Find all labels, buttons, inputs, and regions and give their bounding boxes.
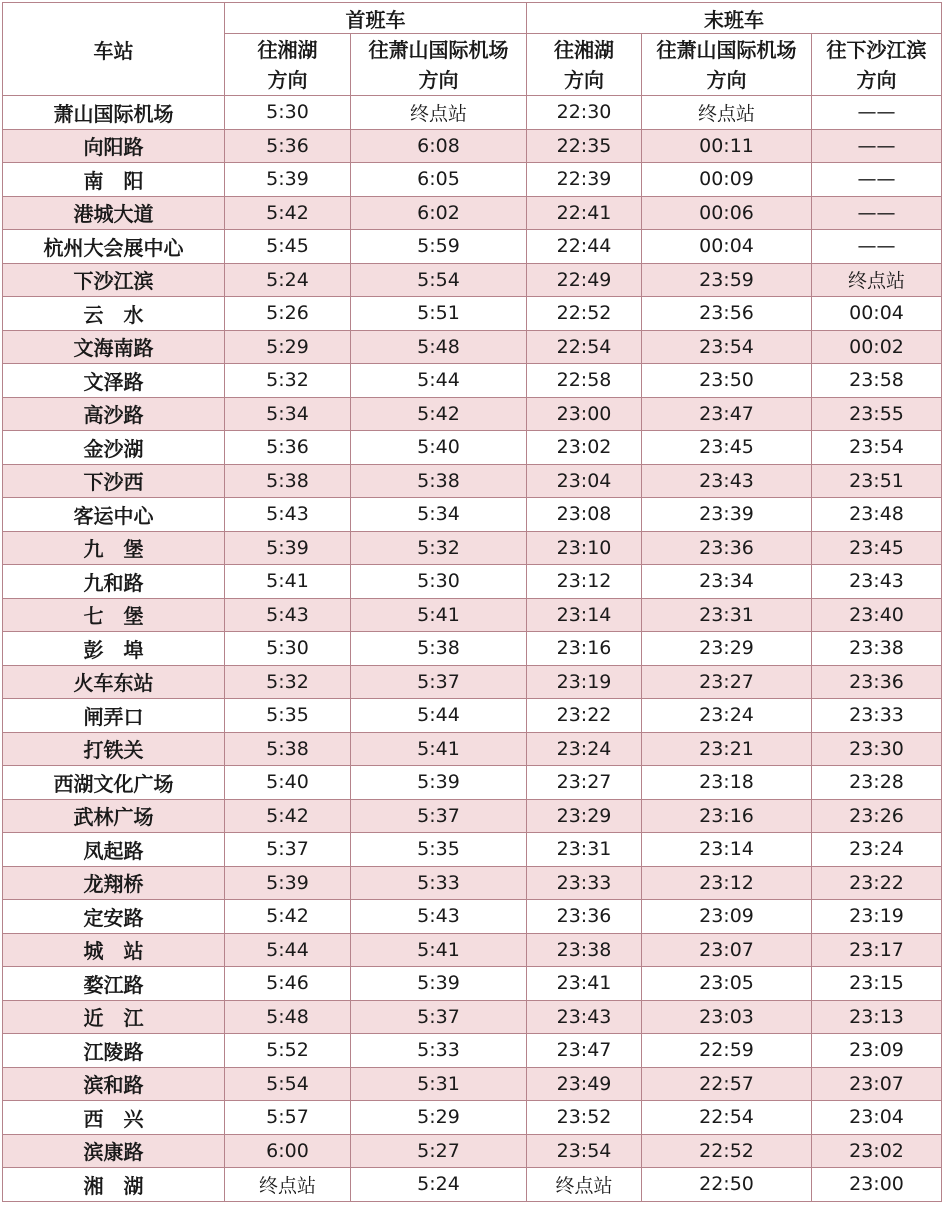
last-train-xianghu-time: 23:04 [527, 464, 642, 498]
first-train-xianghu-time: 5:52 [225, 1034, 351, 1068]
first-train-airport-time: 5:40 [351, 431, 527, 465]
last-train-airport-direction [642, 34, 812, 96]
last-train-xianghu-time: 23:41 [527, 967, 642, 1001]
table-row [3, 163, 942, 197]
station-name: 金沙湖 [3, 431, 225, 465]
last-train-xianghu-time: 23:38 [527, 933, 642, 967]
table-row [3, 900, 942, 934]
last-train-xiasha-time: 23:19 [812, 900, 942, 934]
table-row [3, 1034, 942, 1068]
first-train-airport-time: 5:39 [351, 766, 527, 800]
last-train-xianghu-time: 23:47 [527, 1034, 642, 1068]
first-train-airport-time: 5:44 [351, 699, 527, 733]
first-train-xianghu-time: 5:30 [225, 632, 351, 666]
first-train-xianghu-time: 5:36 [225, 129, 351, 163]
last-train-xiasha-time: 00:04 [812, 297, 942, 331]
last-train-airport-time: 23:43 [642, 464, 812, 498]
table-row [3, 766, 942, 800]
first-train-xianghu-time: 5:34 [225, 397, 351, 431]
first-train-xianghu-time: 5:39 [225, 531, 351, 565]
station-name: 下沙江滨 [3, 263, 225, 297]
station-name: 文海南路 [3, 330, 225, 364]
first-train-airport-time: 5:38 [351, 464, 527, 498]
first-train-xianghu-time: 5:45 [225, 230, 351, 264]
first-train-airport-time: 5:59 [351, 230, 527, 264]
first-train-airport-time: 5:32 [351, 531, 527, 565]
station-name: 凤起路 [3, 833, 225, 867]
first-train-xianghu-time: 5:32 [225, 665, 351, 699]
last-train-airport-time: 23:36 [642, 531, 812, 565]
last-train-xiasha-time: 23:17 [812, 933, 942, 967]
last-train-airport-time: 23:54 [642, 330, 812, 364]
last-train-xiasha-time: 00:02 [812, 330, 942, 364]
station-name: 城 站 [3, 933, 225, 967]
last-train-airport-time: 23:16 [642, 799, 812, 833]
last-train-airport-time: 22:57 [642, 1067, 812, 1101]
last-train-xianghu-time: 23:10 [527, 531, 642, 565]
last-train-xiasha-time: 23:38 [812, 632, 942, 666]
first-train-xianghu-time: 5:30 [225, 96, 351, 130]
last-train-airport-time: 23:21 [642, 732, 812, 766]
station-name: 婺江路 [3, 967, 225, 1001]
last-train-airport-time: 22:59 [642, 1034, 812, 1068]
table-row [3, 330, 942, 364]
last-train-xianghu-time: 23:54 [527, 1134, 642, 1168]
station-name: 江陵路 [3, 1034, 225, 1068]
last-train-airport-time: 23:05 [642, 967, 812, 1001]
last-train-airport-time: 23:56 [642, 297, 812, 331]
last-train-xianghu-time: 22:49 [527, 263, 642, 297]
first-train-airport-time: 5:44 [351, 364, 527, 398]
last-train-airport-time: 23:09 [642, 900, 812, 934]
first-train-airport-time: 5:38 [351, 632, 527, 666]
table-row [3, 498, 942, 532]
station-name: 七 堡 [3, 598, 225, 632]
station-name: 九和路 [3, 565, 225, 599]
last-train-xiasha-time: 23:09 [812, 1034, 942, 1068]
last-train-xianghu-time: 23:16 [527, 632, 642, 666]
table-row [3, 967, 942, 1001]
table-row [3, 933, 942, 967]
station-name: 西 兴 [3, 1101, 225, 1135]
last-train-xiasha-time: 23:58 [812, 364, 942, 398]
table-row [3, 1067, 942, 1101]
first-train-xianghu-time: 5:29 [225, 330, 351, 364]
timetable-header [3, 3, 942, 96]
table-row [3, 866, 942, 900]
first-train-xianghu-time: 终点站 [225, 1168, 351, 1202]
table-row [3, 632, 942, 666]
last-train-airport-time: 23:45 [642, 431, 812, 465]
first-train-airport-time: 5:42 [351, 397, 527, 431]
table-row [3, 263, 942, 297]
last-train-airport-time: 23:03 [642, 1000, 812, 1034]
last-train-xianghu-time: 23:43 [527, 1000, 642, 1034]
station-name: 滨和路 [3, 1067, 225, 1101]
last-train-xianghu-time: 终点站 [527, 1168, 642, 1202]
last-train-xianghu-time: 23:14 [527, 598, 642, 632]
last-train-xianghu-time: 22:54 [527, 330, 642, 364]
last-train-xiasha-time: 23:40 [812, 598, 942, 632]
first-train-airport-time: 5:51 [351, 297, 527, 331]
direction-label: 往萧山国际机场 [656, 37, 797, 62]
station-name: 打铁关 [3, 732, 225, 766]
last-train-xiasha-time: 23:22 [812, 866, 942, 900]
first-train-xianghu-time: 5:46 [225, 967, 351, 1001]
first-train-airport-time: 6:08 [351, 129, 527, 163]
last-train-xiasha-time: —— [812, 230, 942, 264]
last-train-xiasha-time: 23:54 [812, 431, 942, 465]
last-train-xiasha-time: 23:30 [812, 732, 942, 766]
first-train-xianghu-time: 5:32 [225, 364, 351, 398]
last-train-airport-time: 23:39 [642, 498, 812, 532]
last-train-xianghu-time: 23:22 [527, 699, 642, 733]
first-train-airport-direction [351, 34, 527, 96]
station-name: 湘 湖 [3, 1168, 225, 1202]
first-train-xianghu-time: 5:43 [225, 498, 351, 532]
table-row [3, 699, 942, 733]
last-train-xianghu-time: 23:52 [527, 1101, 642, 1135]
header-row-groups [3, 3, 942, 34]
last-train-airport-time: 23:34 [642, 565, 812, 599]
first-train-xianghu-time: 5:39 [225, 163, 351, 197]
first-train-header: 首班车 [225, 3, 527, 34]
station-name: 高沙路 [3, 397, 225, 431]
first-train-airport-time: 5:35 [351, 833, 527, 867]
first-train-airport-time: 6:02 [351, 196, 527, 230]
station-name: 九 堡 [3, 531, 225, 565]
last-train-xiasha-time: —— [812, 129, 942, 163]
table-row [3, 397, 942, 431]
last-train-header: 末班车 [527, 3, 942, 34]
last-train-airport-time: 23:12 [642, 866, 812, 900]
station-name: 客运中心 [3, 498, 225, 532]
first-train-airport-time: 5:37 [351, 665, 527, 699]
station-name: 定安路 [3, 900, 225, 934]
last-train-xiasha-time: 23:02 [812, 1134, 942, 1168]
last-train-xianghu-direction [527, 34, 642, 96]
last-train-xianghu-time: 23:02 [527, 431, 642, 465]
first-train-airport-time: 5:48 [351, 330, 527, 364]
station-name: 彭 埠 [3, 632, 225, 666]
first-train-airport-time: 5:37 [351, 1000, 527, 1034]
table-row [3, 230, 942, 264]
last-train-airport-time: 00:11 [642, 129, 812, 163]
last-train-xiasha-time: —— [812, 196, 942, 230]
last-train-airport-time: 00:04 [642, 230, 812, 264]
first-train-xianghu-time: 5:41 [225, 565, 351, 599]
station-name: 火车东站 [3, 665, 225, 699]
first-train-xianghu-time: 5:42 [225, 196, 351, 230]
table-row [3, 565, 942, 599]
table-row [3, 1101, 942, 1135]
table-row [3, 799, 942, 833]
table-row [3, 665, 942, 699]
last-train-xianghu-time: 23:08 [527, 498, 642, 532]
last-train-xianghu-time: 23:00 [527, 397, 642, 431]
last-train-xianghu-time: 22:58 [527, 364, 642, 398]
first-train-xianghu-time: 5:38 [225, 464, 351, 498]
first-train-xianghu-time: 5:42 [225, 799, 351, 833]
last-train-airport-time: 23:59 [642, 263, 812, 297]
last-train-airport-time: 23:31 [642, 598, 812, 632]
table-row [3, 1134, 942, 1168]
direction-label: 往萧山国际机场 [368, 37, 509, 62]
last-train-xianghu-time: 22:41 [527, 196, 642, 230]
metro-timetable [2, 2, 942, 1202]
last-train-xianghu-time: 22:39 [527, 163, 642, 197]
station-name: 西湖文化广场 [3, 766, 225, 800]
last-train-xiasha-time: —— [812, 96, 942, 130]
station-name: 向阳路 [3, 129, 225, 163]
timetable-body [3, 96, 942, 1202]
last-train-airport-time: 23:18 [642, 766, 812, 800]
last-train-xianghu-time: 23:31 [527, 833, 642, 867]
last-train-airport-time: 23:07 [642, 933, 812, 967]
last-train-xianghu-time: 23:24 [527, 732, 642, 766]
last-train-xianghu-time: 23:36 [527, 900, 642, 934]
last-train-xiasha-time: 23:33 [812, 699, 942, 733]
last-train-airport-time: 00:06 [642, 196, 812, 230]
last-train-xiasha-direction [812, 34, 942, 96]
table-row [3, 598, 942, 632]
last-train-airport-time: 23:50 [642, 364, 812, 398]
first-train-xianghu-time: 5:35 [225, 699, 351, 733]
station-name: 武林广场 [3, 799, 225, 833]
first-train-airport-time: 5:41 [351, 598, 527, 632]
last-train-xianghu-time: 22:35 [527, 129, 642, 163]
last-train-xianghu-time: 22:30 [527, 96, 642, 130]
first-train-airport-time: 终点站 [351, 96, 527, 130]
last-train-xiasha-time: 23:28 [812, 766, 942, 800]
first-train-xianghu-direction [225, 34, 351, 96]
direction-suffix: 方向 [564, 67, 604, 92]
direction-suffix: 方向 [856, 67, 897, 92]
station-name: 下沙西 [3, 464, 225, 498]
last-train-xiasha-time: 23:07 [812, 1067, 942, 1101]
first-train-airport-time: 5:30 [351, 565, 527, 599]
table-row [3, 196, 942, 230]
last-train-xiasha-time: 23:48 [812, 498, 942, 532]
first-train-xianghu-time: 5:54 [225, 1067, 351, 1101]
last-train-airport-time: 22:54 [642, 1101, 812, 1135]
last-train-xianghu-time: 23:49 [527, 1067, 642, 1101]
station-name: 南 阳 [3, 163, 225, 197]
first-train-xianghu-time: 5:24 [225, 263, 351, 297]
first-train-xianghu-time: 5:44 [225, 933, 351, 967]
last-train-airport-time: 终点站 [642, 96, 812, 130]
last-train-xianghu-time: 23:33 [527, 866, 642, 900]
first-train-airport-time: 5:41 [351, 933, 527, 967]
first-train-airport-time: 5:33 [351, 1034, 527, 1068]
last-train-xiasha-time: 23:26 [812, 799, 942, 833]
last-train-airport-time: 22:52 [642, 1134, 812, 1168]
table-row [3, 732, 942, 766]
station-name: 萧山国际机场 [3, 96, 225, 130]
last-train-airport-time: 23:27 [642, 665, 812, 699]
direction-label: 往下沙江滨 [826, 37, 927, 62]
direction-label: 往湘湖 [554, 37, 614, 62]
table-row [3, 464, 942, 498]
last-train-xiasha-time: 23:55 [812, 397, 942, 431]
last-train-xiasha-time: —— [812, 163, 942, 197]
table-row [3, 129, 942, 163]
station-name: 近 江 [3, 1000, 225, 1034]
first-train-airport-time: 5:27 [351, 1134, 527, 1168]
station-name: 闸弄口 [3, 699, 225, 733]
last-train-airport-time: 23:47 [642, 397, 812, 431]
last-train-xiasha-time: 23:43 [812, 565, 942, 599]
first-train-airport-time: 6:05 [351, 163, 527, 197]
first-train-airport-time: 5:34 [351, 498, 527, 532]
last-train-xiasha-time: 23:36 [812, 665, 942, 699]
station-name: 云 水 [3, 297, 225, 331]
first-train-airport-time: 5:29 [351, 1101, 527, 1135]
first-train-airport-time: 5:24 [351, 1168, 527, 1202]
last-train-xiasha-time: 23:51 [812, 464, 942, 498]
first-train-airport-time: 5:37 [351, 799, 527, 833]
last-train-xiasha-time: 23:04 [812, 1101, 942, 1135]
first-train-xianghu-time: 5:43 [225, 598, 351, 632]
first-train-airport-time: 5:54 [351, 263, 527, 297]
table-row [3, 431, 942, 465]
last-train-xiasha-time: 23:13 [812, 1000, 942, 1034]
last-train-airport-time: 00:09 [642, 163, 812, 197]
table-row [3, 96, 942, 130]
table-row [3, 833, 942, 867]
table-row [3, 297, 942, 331]
last-train-xianghu-time: 23:29 [527, 799, 642, 833]
direction-label: 往湘湖 [257, 37, 318, 62]
first-train-xianghu-time: 5:48 [225, 1000, 351, 1034]
station-name: 杭州大会展中心 [3, 230, 225, 264]
first-train-xianghu-time: 5:37 [225, 833, 351, 867]
first-train-airport-time: 5:43 [351, 900, 527, 934]
first-train-airport-time: 5:39 [351, 967, 527, 1001]
last-train-xiasha-time: 终点站 [812, 263, 942, 297]
first-train-xianghu-time: 5:40 [225, 766, 351, 800]
last-train-airport-time: 23:24 [642, 699, 812, 733]
station-header: 车站 [3, 3, 225, 96]
last-train-xianghu-time: 23:12 [527, 565, 642, 599]
first-train-airport-time: 5:33 [351, 866, 527, 900]
station-name: 文泽路 [3, 364, 225, 398]
first-train-airport-time: 5:41 [351, 732, 527, 766]
first-train-xianghu-time: 6:00 [225, 1134, 351, 1168]
table-row [3, 531, 942, 565]
last-train-airport-time: 23:14 [642, 833, 812, 867]
direction-suffix: 方向 [267, 67, 308, 92]
last-train-xiasha-time: 23:45 [812, 531, 942, 565]
last-train-xianghu-time: 22:52 [527, 297, 642, 331]
station-name: 龙翔桥 [3, 866, 225, 900]
table-row [3, 364, 942, 398]
station-name: 港城大道 [3, 196, 225, 230]
direction-suffix: 方向 [418, 67, 459, 92]
last-train-xianghu-time: 23:27 [527, 766, 642, 800]
first-train-airport-time: 5:31 [351, 1067, 527, 1101]
first-train-xianghu-time: 5:42 [225, 900, 351, 934]
first-train-xianghu-time: 5:26 [225, 297, 351, 331]
last-train-airport-time: 23:29 [642, 632, 812, 666]
first-train-xianghu-time: 5:57 [225, 1101, 351, 1135]
last-train-xiasha-time: 23:15 [812, 967, 942, 1001]
last-train-xianghu-time: 22:44 [527, 230, 642, 264]
last-train-airport-time: 22:50 [642, 1168, 812, 1202]
first-train-xianghu-time: 5:36 [225, 431, 351, 465]
table-row [3, 1168, 942, 1202]
first-train-xianghu-time: 5:38 [225, 732, 351, 766]
first-train-xianghu-time: 5:39 [225, 866, 351, 900]
station-name: 滨康路 [3, 1134, 225, 1168]
last-train-xiasha-time: 23:24 [812, 833, 942, 867]
last-train-xiasha-time: 23:00 [812, 1168, 942, 1202]
table-row [3, 1000, 942, 1034]
last-train-xianghu-time: 23:19 [527, 665, 642, 699]
direction-suffix: 方向 [706, 67, 747, 92]
